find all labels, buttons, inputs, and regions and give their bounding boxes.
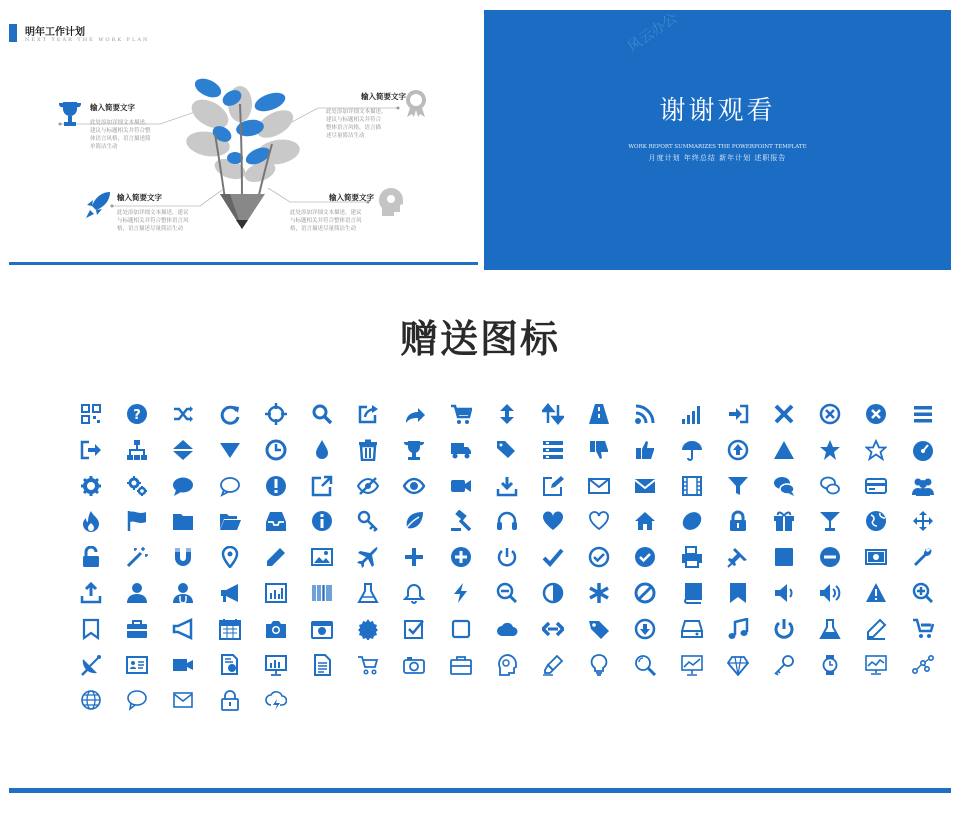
flask-outline-icon: [357, 582, 379, 604]
globe-icon: [865, 510, 887, 532]
user-doctor-icon: [172, 582, 194, 604]
film-icon: [681, 475, 703, 497]
power-icon: [496, 546, 518, 568]
bolt-icon: [450, 582, 472, 604]
body-line: 体语言风格，语言描述简: [90, 136, 151, 142]
cloud-icon: [496, 618, 518, 640]
cloud-lightning-icon: [265, 689, 287, 711]
mail-outline-icon: [172, 689, 194, 711]
bar-chart-icon: [265, 582, 287, 604]
plan-slide: [0, 0, 478, 270]
trophy-icon: [403, 439, 425, 461]
tint-icon: [311, 439, 333, 461]
rocket-icon: [84, 190, 112, 220]
headphones-icon: [496, 510, 518, 532]
bookmark-outline-icon: [80, 618, 102, 640]
dashboard-icon: [912, 439, 934, 461]
square-outline-icon: [450, 618, 472, 640]
flag-icon: [126, 510, 148, 532]
body-line: 此处添加详细文本描述，建议: [290, 210, 362, 216]
trash-icon: [357, 439, 379, 461]
watch-icon: [819, 654, 841, 676]
block-body: [117, 209, 227, 233]
plus-icon: [403, 546, 425, 568]
megaphone-icon: [219, 582, 241, 604]
inbox-icon: [265, 510, 287, 532]
picture-icon: [311, 546, 333, 568]
unlock-icon: [80, 546, 102, 568]
download-icon: [496, 475, 518, 497]
eye-slash-icon: [357, 475, 379, 497]
triangle-icon: [773, 439, 795, 461]
caret-down-icon: [219, 439, 241, 461]
body-line: 建议与标题相关并符合整: [90, 128, 151, 134]
sitemap-icon: [126, 439, 148, 461]
lock-icon: [727, 510, 749, 532]
gear-icon: [80, 475, 102, 497]
road-icon: [588, 403, 610, 425]
body-line: 格，语言描述尽量简洁生动: [290, 226, 357, 232]
book-icon: [681, 582, 703, 604]
ban-icon: [634, 582, 656, 604]
list-icon: [542, 439, 564, 461]
video-camera-icon: [450, 475, 472, 497]
key-icon: [357, 510, 379, 532]
thanks-subtitle-en: WORK REPORT SUMMARIZES THE POWERPOINT TEMPLATE: [628, 144, 807, 150]
square-icon: [773, 546, 795, 568]
certificate-icon: [357, 618, 379, 640]
cart-outline-icon: [357, 654, 379, 676]
block-title: 输入简要文字: [329, 193, 374, 202]
plane-icon: [357, 546, 379, 568]
pencil-square-icon: [865, 618, 887, 640]
magic-icon: [126, 546, 148, 568]
block-body: [290, 209, 374, 233]
fire-icon: [80, 510, 102, 532]
camera-icon: [265, 618, 287, 640]
head-gear-icon: [496, 654, 518, 676]
tag-icon: [588, 618, 610, 640]
rss-icon: [634, 403, 656, 425]
heart-outline-icon: [588, 510, 610, 532]
eye-icon: [403, 475, 425, 497]
lemon-icon: [681, 510, 703, 532]
share-icon: [403, 403, 425, 425]
move-icon: [912, 510, 934, 532]
zoom-in-icon: [912, 582, 934, 604]
volume-up-icon: [819, 582, 841, 604]
block-body: [90, 119, 180, 151]
crosshairs-icon: [265, 403, 287, 425]
close-circle-outline-icon: [819, 403, 841, 425]
camera-outline-icon: [403, 654, 425, 676]
highlighter-icon: [542, 654, 564, 676]
users-icon: [912, 475, 934, 497]
thanks-slide: [484, 10, 951, 270]
envelope-icon: [634, 475, 656, 497]
svg-text:?: ?: [133, 408, 141, 423]
sign-out-icon: [80, 439, 102, 461]
comments-icon: [773, 475, 795, 497]
home-icon: [634, 510, 656, 532]
magnet-icon: [172, 546, 194, 568]
lightbulb-icon: [588, 654, 610, 676]
music-icon: [727, 618, 749, 640]
pencil-icon: [265, 546, 287, 568]
key-outline-icon: [773, 654, 795, 676]
gavel-icon: [450, 510, 472, 532]
comment-icon: [172, 475, 194, 497]
clock-icon: [265, 439, 287, 461]
bell-icon: [403, 582, 425, 604]
gift-icons-title: 赠送图标: [399, 317, 560, 361]
arrow-circle-up-icon: [727, 439, 749, 461]
thanks-title: 谢谢观看: [659, 96, 776, 126]
shuffle-icon: [172, 403, 194, 425]
id-card-icon: [126, 654, 148, 676]
comments-outline-icon: [819, 475, 841, 497]
edit-icon: [542, 475, 564, 497]
calendar-icon: [219, 618, 241, 640]
gears-icon: [126, 475, 148, 497]
block-bottom-right: [290, 192, 374, 233]
body-line: 建议与标题相关并符合: [326, 117, 382, 123]
thumbs-up-icon: [634, 439, 656, 461]
trophy-icon: [58, 100, 82, 128]
share-nodes-icon: [912, 654, 934, 676]
info-circle-icon: [311, 510, 333, 532]
zoom-out-icon: [496, 582, 518, 604]
block-title: 输入简要文字: [361, 92, 406, 101]
briefcase-outline-icon: [450, 654, 472, 676]
star-outline-icon: [865, 439, 887, 461]
slide-bottom-line: [9, 262, 478, 265]
upload-icon: [80, 582, 102, 604]
presentation-icon: [265, 654, 287, 676]
bullhorn-icon: [172, 618, 194, 640]
globe-outline-icon: [80, 689, 102, 711]
sign-in-icon: [727, 403, 749, 425]
tags-icon: [496, 439, 518, 461]
folder-icon: [172, 510, 194, 532]
sort-updown-icon: [172, 439, 194, 461]
speech-bubble-icon: [126, 689, 148, 711]
volume-down-icon: [773, 582, 795, 604]
comment-outline-icon: [219, 475, 241, 497]
code-icon: [542, 618, 564, 640]
satellite-dish-icon: [80, 654, 102, 676]
camera-retro-icon: [311, 618, 333, 640]
share-square-icon: [357, 403, 379, 425]
glass-icon: [819, 510, 841, 532]
search-icon: [311, 403, 333, 425]
asterisk-icon: [588, 582, 610, 604]
body-line: 单简洁生动: [90, 144, 118, 150]
credit-card-icon: [865, 475, 887, 497]
print-icon: [681, 546, 703, 568]
close-circle-icon: [865, 403, 887, 425]
minus-circle-icon: [819, 546, 841, 568]
sort-icon: [542, 403, 564, 425]
padlock-icon: [219, 689, 241, 711]
envelope-outline-icon: [588, 475, 610, 497]
question-circle-icon: [126, 403, 148, 425]
user-icon: [126, 582, 148, 604]
body-line: 与标题相关并符合整体语言风: [290, 218, 362, 224]
exclamation-circle-icon: [265, 475, 287, 497]
heart-icon: [542, 510, 564, 532]
cart-arrow-icon: [912, 618, 934, 640]
arrow-circle-down-icon: [634, 618, 656, 640]
refresh-icon: [219, 403, 241, 425]
pushpin-icon: [727, 546, 749, 568]
thumbs-down-icon: [588, 439, 610, 461]
body-line: 此处添加详细文本描述，: [90, 120, 151, 126]
block-bottom-left: [117, 192, 227, 233]
external-link-icon: [311, 475, 333, 497]
warning-icon: [865, 582, 887, 604]
umbrella-icon: [681, 439, 703, 461]
truck-icon: [450, 439, 472, 461]
body-line: 整体语言风格，语言描: [326, 125, 382, 131]
menu-icon: [912, 403, 934, 425]
head-idea-icon: [376, 186, 406, 218]
watermark: 风云办公: [625, 10, 681, 56]
document-icon: [311, 654, 333, 676]
briefcase-icon: [126, 618, 148, 640]
filter-icon: [727, 475, 749, 497]
certificate-doc-icon: [219, 654, 241, 676]
leaf-icon: [403, 510, 425, 532]
qrcode-icon: [80, 403, 102, 425]
close-icon: [773, 403, 795, 425]
slide-subtitle: NEXT YEAR THE WORK PLAN: [25, 37, 150, 43]
wrench-icon: [912, 546, 934, 568]
magnifier-icon: [634, 654, 656, 676]
star-icon: [819, 439, 841, 461]
check-circle-icon: [634, 546, 656, 568]
power-off-icon: [773, 618, 795, 640]
bookmark-icon: [727, 582, 749, 604]
barcode-icon: [311, 582, 333, 604]
award-badge-icon: [402, 88, 430, 118]
slide-title: 明年工作计划: [25, 27, 85, 38]
diamond-icon: [727, 654, 749, 676]
video-icon: [172, 654, 194, 676]
block-title: 输入简要文字: [117, 193, 162, 202]
block-title: 输入简要文字: [90, 103, 135, 112]
body-line: 与标题相关并符合整体语言风: [117, 218, 189, 224]
check-circle-outline-icon: [588, 546, 610, 568]
body-line: 此处添加详细文本描述，: [326, 109, 387, 115]
money-icon: [865, 546, 887, 568]
vertical-resize-icon: [496, 403, 518, 425]
check-icon: [542, 546, 564, 568]
monitor-chart-icon: [865, 654, 887, 676]
thanks-subtitle-cn: 月度计划 年终总结 新年计划 述职报告: [648, 154, 787, 162]
gift-icon: [773, 510, 795, 532]
block-body: [326, 108, 406, 140]
adjust-icon: [542, 582, 564, 604]
body-line: 述尽量简洁生动: [326, 133, 365, 139]
block-top-left: [90, 102, 180, 151]
hdd-icon: [681, 618, 703, 640]
flask-icon: [819, 618, 841, 640]
chart-board-icon: [681, 654, 703, 676]
block-top-right: [326, 91, 406, 140]
plus-circle-icon: [450, 546, 472, 568]
check-square-icon: [403, 618, 425, 640]
folder-open-icon: [219, 510, 241, 532]
page-bottom-line: [9, 788, 951, 793]
body-line: 此处添加详细文本描述，建议: [117, 210, 189, 216]
map-marker-icon: [219, 546, 241, 568]
shopping-cart-icon: [450, 403, 472, 425]
body-line: 格，语言描述尽量简洁生动: [117, 226, 184, 232]
signal-icon: [681, 403, 703, 425]
